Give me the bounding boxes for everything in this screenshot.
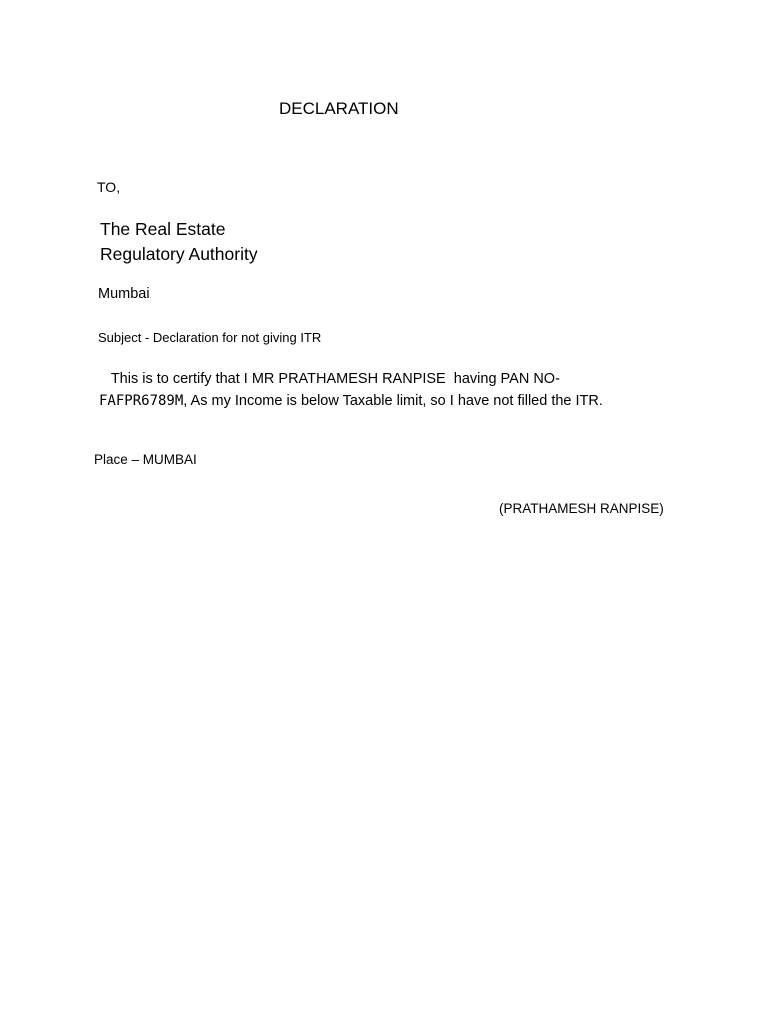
recipient-city: Mumbai: [98, 286, 150, 302]
body-line-2-text: , As my Income is below Taxable limit, so I have not filled the ITR.: [183, 393, 603, 409]
body-line-2: [99, 393, 603, 409]
recipient-line-1: The Real Estate: [100, 219, 226, 239]
body-line-1: This is to certify that I MR PRATHAMESH RANPISE having PAN NO-: [99, 371, 560, 387]
salutation: TO,: [97, 179, 121, 195]
document-title: DECLARATION: [279, 99, 399, 118]
subject-line: Subject - Declaration for not giving ITR: [98, 330, 322, 345]
place-line: Place – MUMBAI: [94, 452, 197, 467]
pan-number: FAFPR6789M: [99, 393, 184, 409]
signature-name: (PRATHAMESH RANPISE): [499, 501, 664, 516]
recipient-line-2: Regulatory Authority: [100, 244, 258, 264]
